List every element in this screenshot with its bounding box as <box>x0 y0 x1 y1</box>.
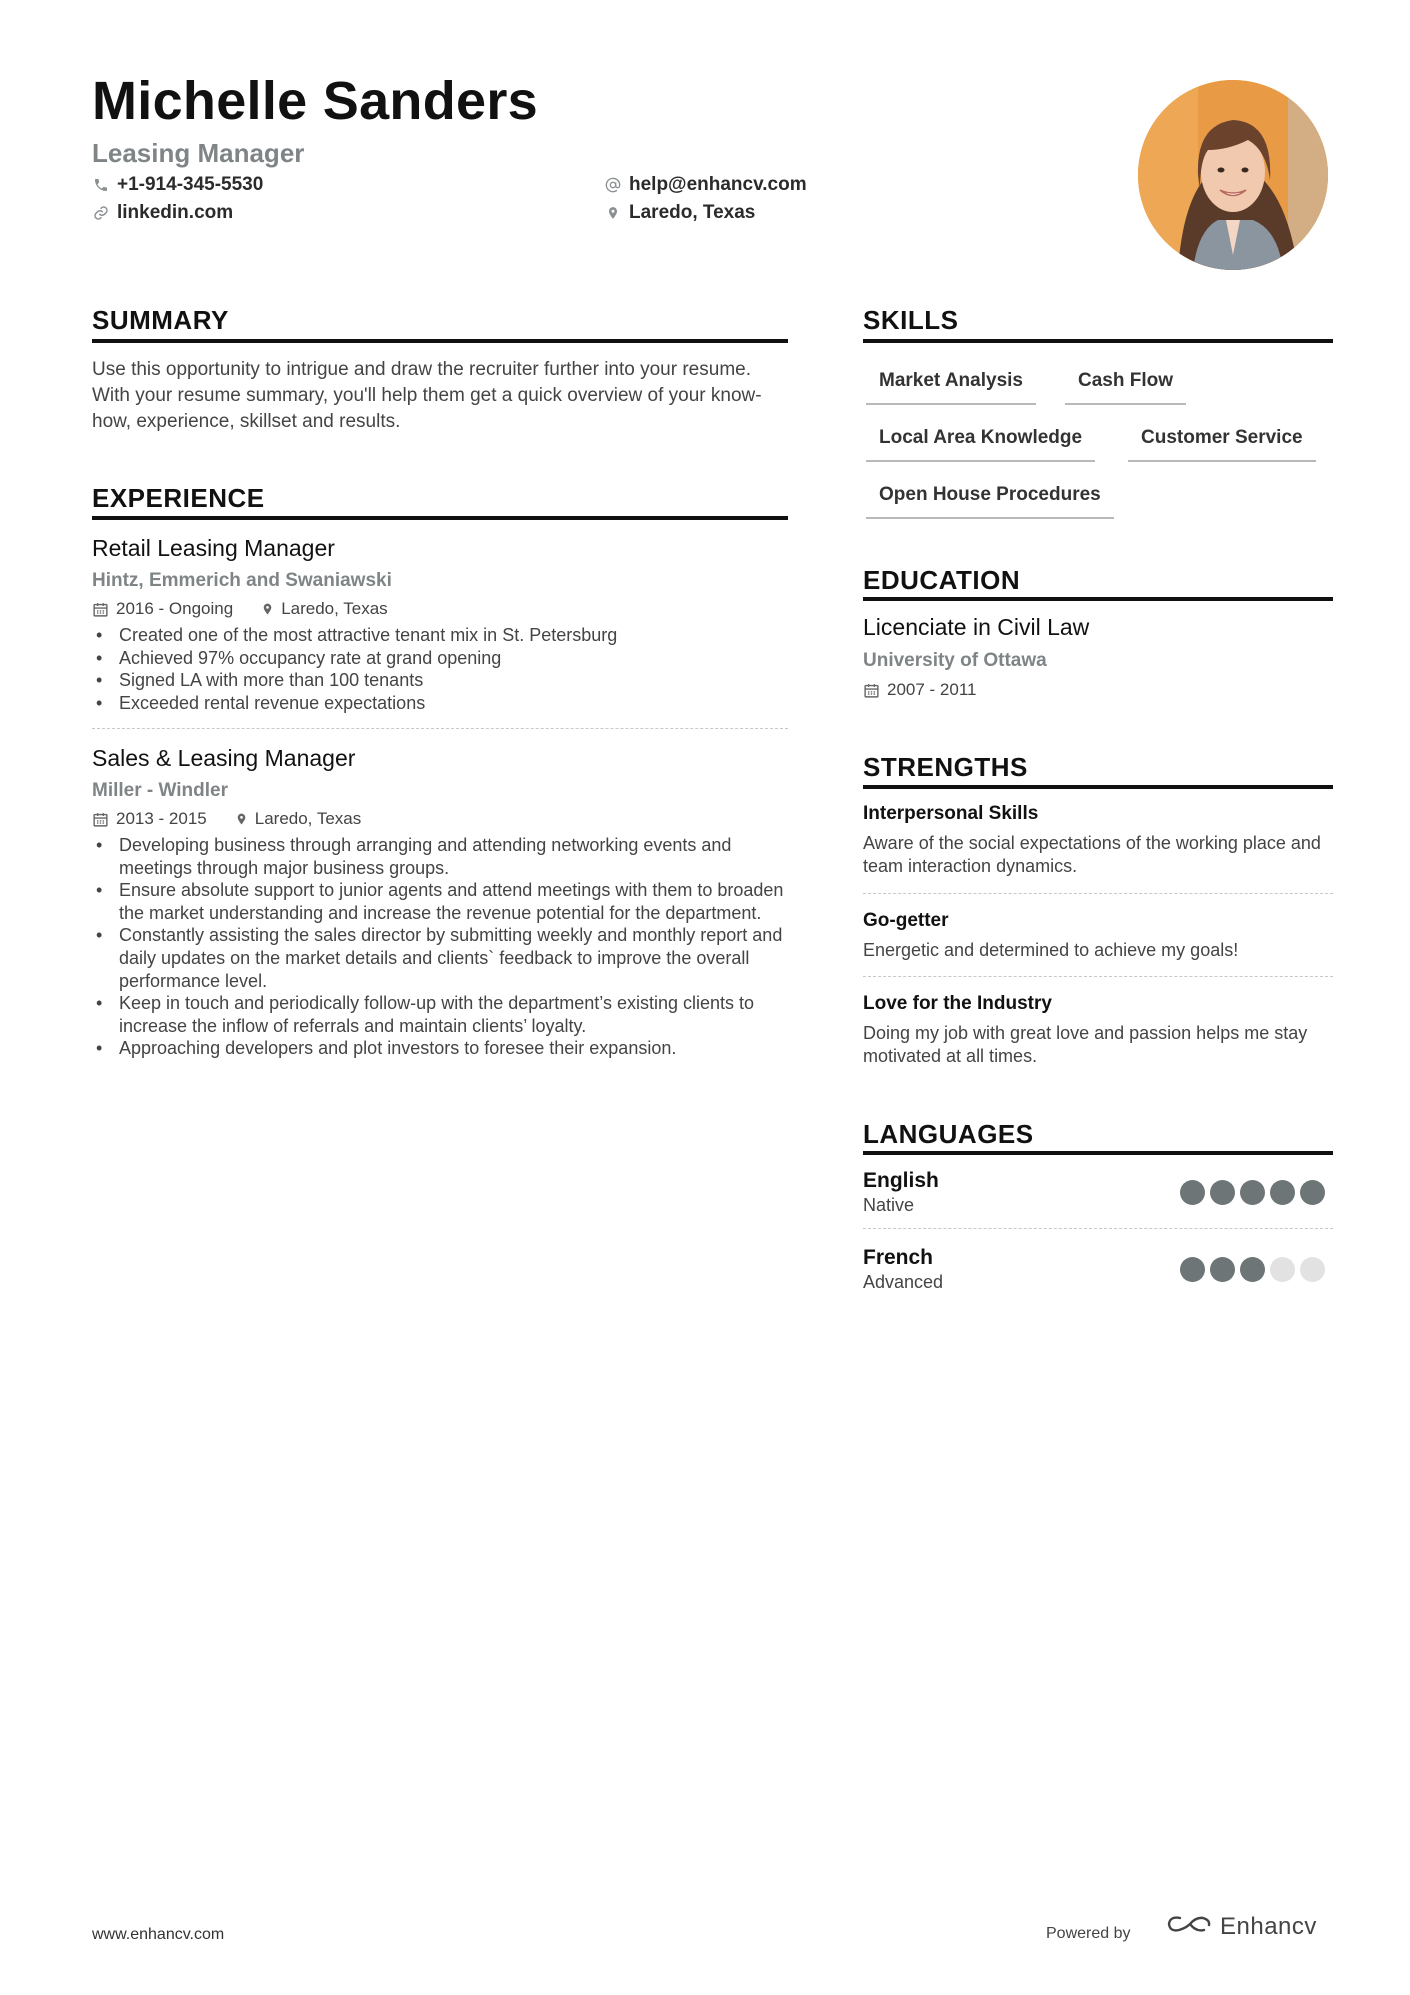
experience-heading: EXPERIENCE <box>92 483 265 513</box>
experience-location: Laredo, Texas <box>281 599 388 618</box>
footer-brand: Enhancv <box>1220 1912 1317 1940</box>
candidate-title: Leasing Manager <box>92 138 305 168</box>
strength-desc: Doing my job with great love and passion helps me stay motivated at all times. <box>863 1023 1308 1066</box>
contact-link[interactable] <box>92 202 233 224</box>
education-heading: EDUCATION <box>863 565 1021 595</box>
experience-role: Sales & Leasing Manager <box>92 745 356 771</box>
footer-powered-by: Powered by <box>1046 1925 1131 1942</box>
rating-dot-filled <box>1240 1180 1265 1205</box>
strength-separator <box>863 893 1333 894</box>
experience-company: Hintz, Emmerich and Swaniawski <box>92 570 392 591</box>
phone-icon <box>92 176 110 194</box>
candidate-name: Michelle Sanders <box>92 71 538 131</box>
skills-divider <box>863 339 1333 343</box>
experience-item <box>92 743 788 1060</box>
contact-phone-text: +1-914-345-5530 <box>117 174 264 195</box>
experience-dates: 2016 - Ongoing <box>116 599 234 618</box>
experience-item <box>92 533 788 714</box>
strength-desc: Aware of the social expectations of the working place and team interaction dynamics. <box>863 833 1321 876</box>
rating-dot-empty <box>1300 1257 1325 1282</box>
contact-link-text: linkedin.com <box>117 202 234 223</box>
strength-item <box>863 909 1333 962</box>
bullet-item: • Created one of the most attractive tenant mix in St. Petersburg <box>92 624 788 647</box>
bullet-item: • Keep in touch and periodically follow-up with the department’s existing clients to increase the inflow of referrals and maintain clients’ loyalty. <box>92 992 788 1037</box>
rating-dot-filled <box>1210 1180 1235 1205</box>
experience-divider <box>92 516 788 520</box>
experience-meta <box>92 598 788 620</box>
rating-dot-filled <box>1270 1180 1295 1205</box>
language-name: English <box>863 1169 939 1192</box>
rating-dot-filled <box>1240 1257 1265 1282</box>
rating-dot-filled <box>1210 1257 1235 1282</box>
language-name: French <box>863 1246 934 1269</box>
bullet-item: • Developing business through arranging and attending networking events and meetings through major business groups. <box>92 834 788 879</box>
experience-bullets <box>92 834 788 1060</box>
rating-dot-filled <box>1180 1180 1205 1205</box>
strengths-heading: STRENGTHS <box>863 752 1028 782</box>
skill-tag: Local Area Knowledge <box>866 426 1095 462</box>
language-rating <box>1180 1180 1330 1205</box>
bullet-item: • Exceeded rental revenue expectations <box>92 692 788 715</box>
rating-dot-filled <box>1300 1180 1325 1205</box>
summary-heading: SUMMARY <box>92 305 229 335</box>
strength-title: Go-getter <box>863 910 949 931</box>
strength-title: Interpersonal Skills <box>863 803 1039 824</box>
language-separator <box>863 1228 1333 1229</box>
rating-dot-filled <box>1180 1257 1205 1282</box>
skill-tag: Market Analysis <box>866 369 1036 405</box>
location-pin-icon <box>261 601 274 617</box>
languages-divider <box>863 1151 1333 1155</box>
strengths-divider <box>863 785 1333 789</box>
contact-email-text: help@enhancv.com <box>629 174 807 195</box>
experience-location: Laredo, Texas <box>254 809 362 828</box>
strength-separator <box>863 976 1333 977</box>
strength-item <box>863 802 1333 877</box>
skill-tag: Open House Procedures <box>866 483 1114 519</box>
experience-dates: 2013 - 2015 <box>116 809 207 828</box>
strength-item <box>863 992 1333 1067</box>
skill-tag: Customer Service <box>1128 426 1316 462</box>
education-divider <box>863 597 1333 601</box>
calendar-icon <box>92 811 109 828</box>
language-level: Native <box>863 1195 915 1215</box>
strength-title: Love for the Industry <box>863 993 1052 1014</box>
experience-company: Miller - Windler <box>92 780 229 801</box>
avatar <box>1138 80 1328 270</box>
footer-logo[interactable] <box>1166 1912 1317 1941</box>
languages-heading: LANGUAGES <box>863 1119 1034 1149</box>
contact-email[interactable] <box>604 174 807 196</box>
language-rating <box>1180 1257 1330 1282</box>
bullet-item: • Ensure absolute support to junior agents and attend meetings with them to broaden the market understanding and increase the revenue potential for the department. <box>92 879 788 924</box>
experience-bullets <box>92 624 788 714</box>
footer-url[interactable]: www.enhancv.com <box>92 1926 225 1943</box>
education-dates: 2007 - 2011 <box>887 680 977 699</box>
experience-role: Retail Leasing Manager <box>92 535 335 561</box>
calendar-icon <box>92 601 109 618</box>
contact-location <box>604 202 755 224</box>
bullet-item: • Constantly assisting the sales director by submitting weekly and monthly report and daily updates on the market details and clients` feedback to improve the overall performance level. <box>92 924 788 992</box>
strength-desc: Energetic and determined to achieve my goals! <box>863 940 1239 960</box>
education-school: University of Ottawa <box>863 650 1047 671</box>
bullet-item: • Approaching developers and plot investors to foresee their expansion. <box>92 1037 788 1060</box>
skills-heading: SKILLS <box>863 305 959 335</box>
summary-divider <box>92 339 788 343</box>
location-pin-icon <box>235 811 248 827</box>
experience-separator <box>92 728 788 729</box>
location-pin-icon <box>604 204 622 222</box>
calendar-icon <box>863 682 880 699</box>
link-icon <box>92 204 110 222</box>
bullet-item: • Achieved 97% occupancy rate at grand opening <box>92 647 788 670</box>
bullet-item: • Signed LA with more than 100 tenants <box>92 669 788 692</box>
rating-dot-empty <box>1270 1257 1295 1282</box>
at-icon <box>604 176 622 194</box>
summary-text: Use this opportunity to intrigue and draw the recruiter further into your resume. With your resume summary, you'll help them get a quick overview of your know-how, experience, skillset and results. <box>92 359 762 432</box>
skill-tag: Cash Flow <box>1065 369 1186 405</box>
education-dates-row <box>863 680 976 700</box>
enhancv-logo-icon <box>1166 1912 1212 1941</box>
contact-location-text: Laredo, Texas <box>629 202 756 223</box>
education-degree: Licenciate in Civil Law <box>863 614 1090 640</box>
experience-meta <box>92 808 788 830</box>
contact-phone[interactable] <box>92 174 263 196</box>
language-level: Advanced <box>863 1272 944 1292</box>
